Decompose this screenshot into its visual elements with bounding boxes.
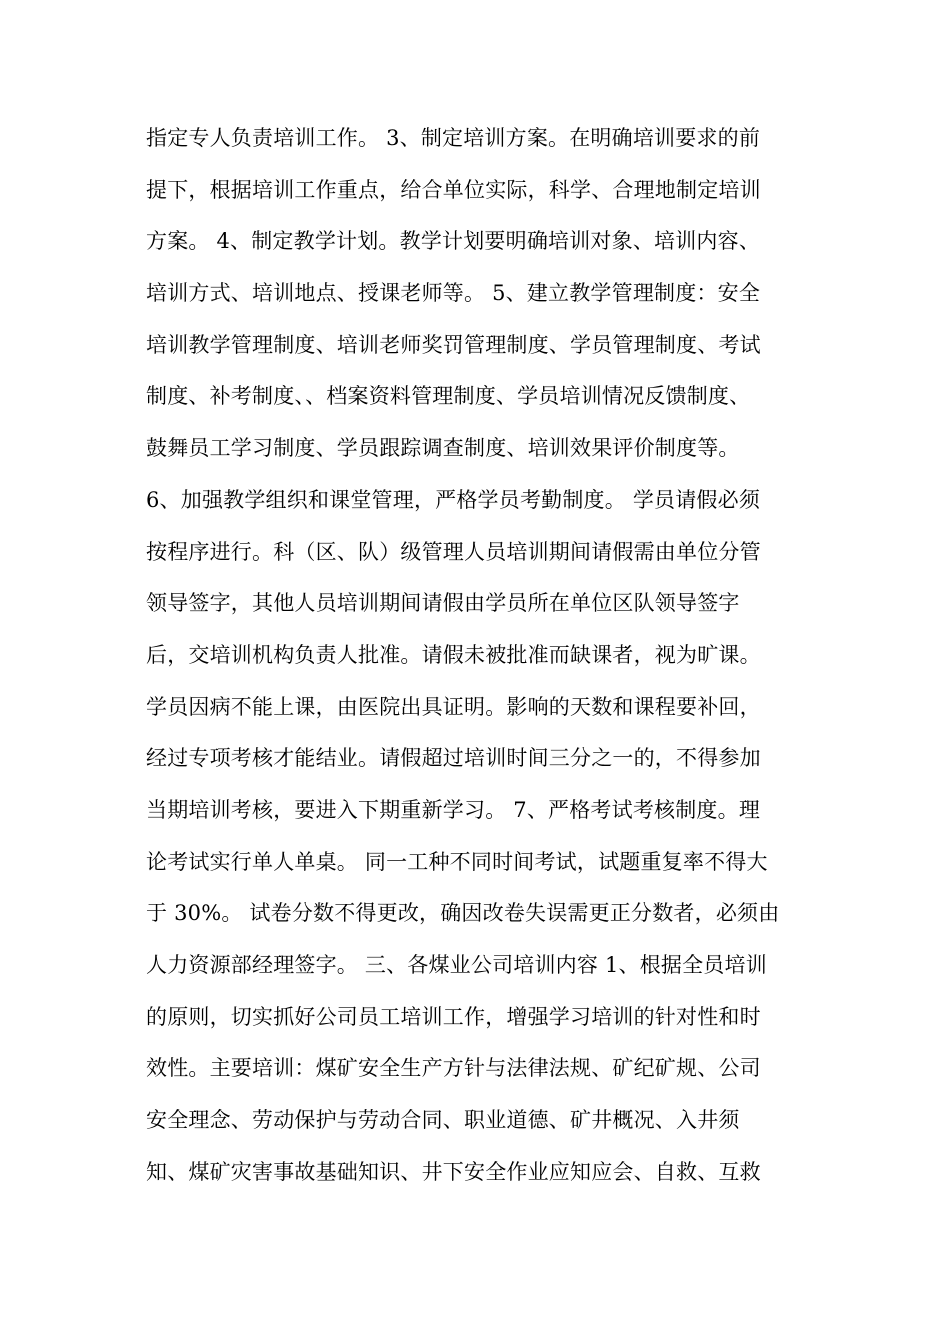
- text-line-7: 鼓舞员工学习制度、学员跟踪调查制度、培训效果评价制度等。: [146, 436, 740, 461]
- text-line-12: 学员因病不能上课，由医院出具证明。影响的天数和课程要补回，: [146, 694, 761, 719]
- text-line-11: 后，交培训机构负责人批准。请假未被批准而缺课者，视为旷课。: [146, 642, 761, 667]
- text-line-20: 安全理念、劳动保护与劳动合同、职业道德、矿井概况、入井须: [146, 1108, 740, 1133]
- text-line-4: 培训方式、培训地点、授课老师等。 5、建立教学管理制度：安全: [146, 281, 761, 306]
- text-line-9: 按程序进行。科（区、队）级管理人员培训期间请假需由单位分管: [146, 539, 761, 564]
- text-line-15: 论考试实行单人单桌。 同一工种不同时间考试，试题重复率不得大: [146, 849, 768, 874]
- text-line-1: 指定专人负责培训工作。 3、制定培训方案。在明确培训要求的前: [146, 126, 761, 150]
- body-text: [146, 116, 806, 1201]
- text-line-8: 6、加强教学组织和课堂管理，严格学员考勤制度。 学员请假必须: [146, 487, 761, 512]
- text-line-10: 领导签字，其他人员培训期间请假由学员所在单位区队领导签字: [146, 591, 740, 616]
- text-line-16: 于 30%。 试卷分数不得更改，确因改卷失误需更正分数者，必须由: [146, 901, 780, 926]
- text-line-19: 效性。主要培训：煤矿安全生产方针与法律法规、矿纪矿规、公司: [146, 1056, 761, 1081]
- text-line-3: 方案。 4、制定教学计划。教学计划要明确培训对象、培训内容、: [146, 229, 761, 254]
- text-line-5: 培训教学管理制度、培训老师奖罚管理制度、学员管理制度、考试: [146, 332, 761, 357]
- text-line-2: 提下，根据培训工作重点，给合单位实际，科学、合理地制定培训: [146, 177, 761, 202]
- text-line-21: 知、煤矿灾害事故基础知识、井下安全作业应知应会、自救、互救: [146, 1159, 761, 1184]
- text-line-6: 制度、补考制度、、档案资料管理制度、学员培训情况反馈制度、: [146, 384, 751, 409]
- text-line-18: 的原则，切实抓好公司员工培训工作，增强学习培训的针对性和时: [146, 1004, 761, 1029]
- text-line-17: 人力资源部经理签字。 三、各煤业公司培训内容 1、根据全员培训: [146, 953, 767, 977]
- text-line-13: 经过专项考核才能结业。请假超过培训时间三分之一的，不得参加: [146, 746, 761, 771]
- text-line-14: 当期培训考核，要进入下期重新学习。 7、严格考试考核制度。理: [146, 797, 761, 822]
